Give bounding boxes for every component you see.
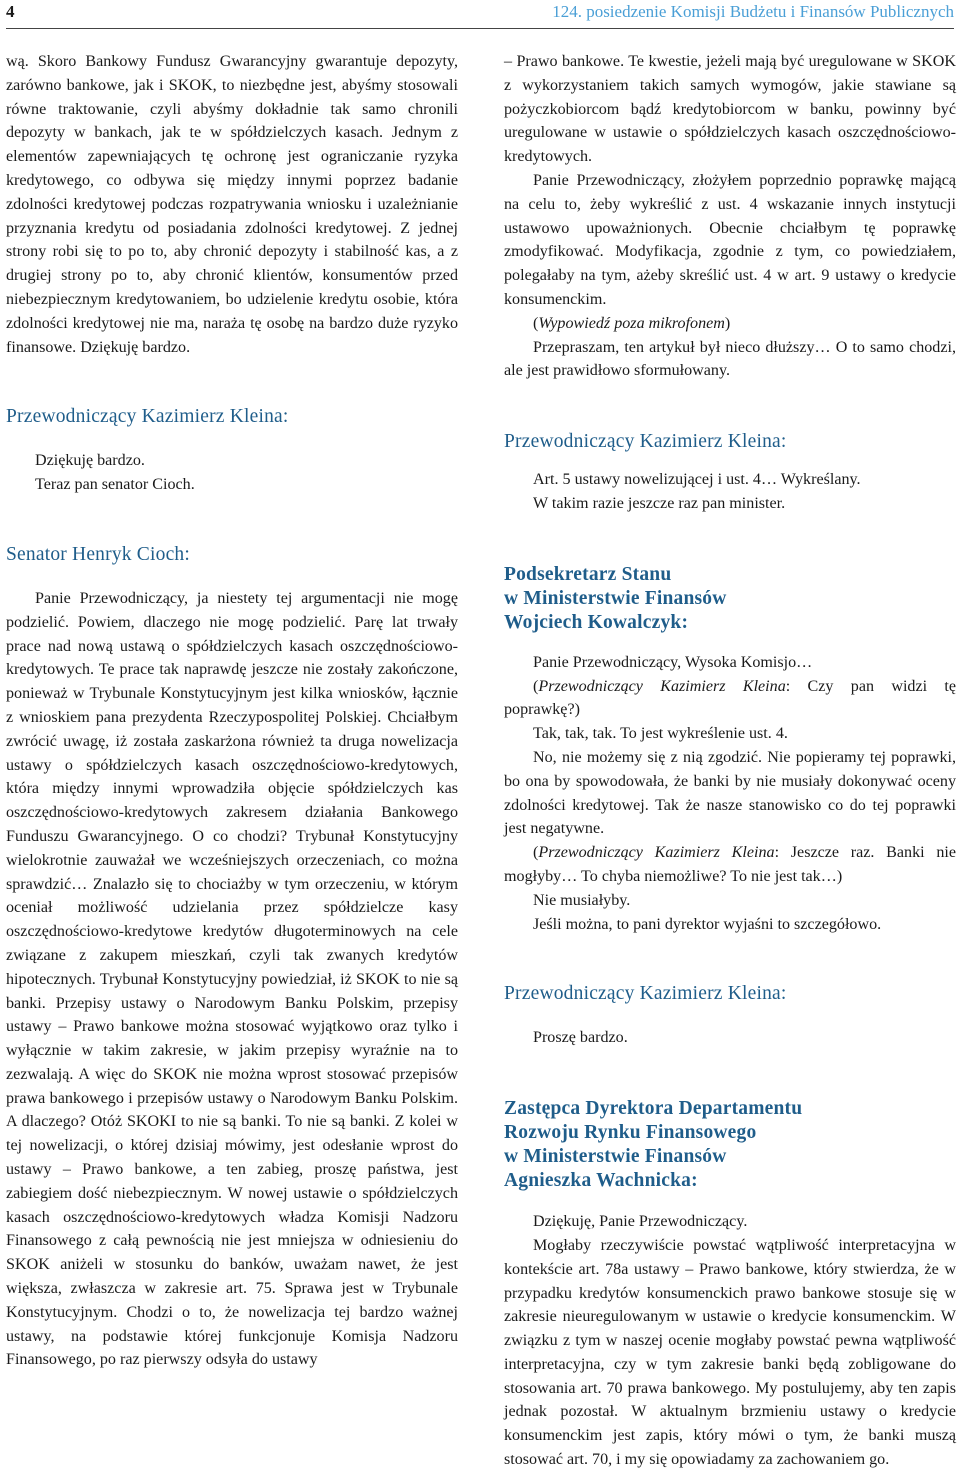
paragraph: Teraz pan senator Cioch. <box>35 476 195 494</box>
right-column <box>504 50 956 1472</box>
paragraph: Przepraszam, ten artykuł był nieco dłuższy… O to samo chodzi, ale jest prawidłowo sformułowany. <box>504 338 956 380</box>
paragraph: Panie Przewodniczący, ja niestety tej argumentacji nie mogę podzielić. Powiem, dlaczego nie mogę podzielić. Parę lat trwały prace nad nową ustawą o spółdzielczych kasach oszczędnościowo-kredytowych. Te prace tak naprawdę jeszcze nie zostały zakończone, ponieważ w Trybunale Konstytucyjnym jest kilka wniosków, łącznie z wnioskiem pana prezydenta Rzeczypospolitej Polskiej. Chciałbym zwrócić uwagę, iż została zaskarżona również ta druga nowelizacja ustawy o spółdzielczych kasach oszczędnościowo-kredytowych, która między innymi wprowadziła objęcie spółdzielczych kas oszczędnościowo-kredytowych zakresem działania Bankowego Funduszu Gwarancyjnego. O co chodzi? Trybunał Konstytucyjny wielokrotnie zauważał we wcześniejszych orzeczeniach, co można sprawdzić… Znalazło się to chociażby w tym orzeczeniu, w którym oceniał możliwość udzielania przez spółdzielcze kasy oszczędnościowo-kredytowe kredytów długoterminowych na cele związane z zakupem mieszkań, czyli tak zwanych kredytów hipotecznych. Trybunał Konstytucyjny powiedział, iż SKOK to nie są banki. Przepisy ustawy o Narodowym Banku Polskim, przepisy ustawy – Prawo bankowe można stosować wyjątkowo oraz tylko i wyłącznie w takim zakresie, w jakim przepisy wyraźnie na to zezwalają. A więc do SKOK nie można wprost stosować przepisów prawa bankowego i przepisów ustawy o Narodowym Banku Polskim. A dlaczego? Otóż SKOKI to nie są banki. To nie są banki. Z kolei w tej nowelizacji, o której dzisiaj mówimy, jest odesłanie wprost do ustawy – Prawo bankowe, a ten zabieg, proszę państwa, jest zabiegiem dość niebezpiecznym. W nowej ustawie o spółdzielczych kasach oszczędnościowo-kredytowych władza Komisji Nadzoru Finansowego z całą pewnością nie jest mniejsza w odniesieniu do SKOK aniżeli w stosunku do banków, uważam nawet, że jest większa, zwłaszcza w zakresie art. 75. Sprawa jest w Trybunale Konstytucyjnym. Chodzi o to, że nowelizacja tej bardzo ważnej ustawy, na podstawie której funkcjonuje Komisja Nadzoru Finansowego, po raz pierwszy odsyła do ustawy <box>6 589 458 1369</box>
stage-direction: (Przewodniczący Kazimierz Kleina: Jeszcze raz. Banki nie mogłyby… To chyba niemożliwe? To nie jest tak…) <box>504 844 956 885</box>
paragraph: Proszę bardzo. <box>533 1029 628 1047</box>
speaker-heading: Senator Henryk Cioch: <box>6 543 190 565</box>
paragraph: wą. Skoro Bankowy Fundusz Gwarancyjny gwarantuje depozyty, zarówno bankowe, jak i SKOK, to niezbędne jest, abyśmy stosowali równe traktowanie, czyli abyśmy dokładnie tak samo chronili depozyty w bankach, jak te w spółdzielczych kasach. Jednym z elementów zapewniających tę ochronę jest ograniczanie ryzyka kredytowego, co odbywa się między innymi poprzez badanie zdolności kredytowej podczas rozpatrywania wniosku i uzależnianie przyznania kredytu od posiadania zdolności kredytowej. Z jednej strony robi się to po to, aby chronić depozyty i stabilność kas, a z drugiej strony po to, aby chronić klientów, konsumentów przed niebezpiecznym kredytowaniem, bo udzielenie kredytu osobie, która zdolności kredytowej nie ma, naraża tę osobę na bardzo duże ryzyko finansowe. Dziękuję bardzo. <box>6 53 458 356</box>
paragraph: Mogłaby rzeczywiście powstać wątpliwość interpretacyjna w kontekście art. 78a ustawy – Prawo bankowe, który stwierdza, że w przypadku kredytów konsumenckich prawo bankowe stosuje się w zakresie nieuregulowanym w ustawie o kredycie konsumenckim. W związku z tym w naszej ocenie mogłaby powstać pewna wątpliwość interpretacyjna, czy w tym zakresie banki będą zobligowane do stosowania art. 70 prawa bankowego. My postulujemy, aby ten zapis jednak pozostał. W aktualnym brzmieniu ustawy o kredycie konsumenckim jest zapis, który mówi o tym, że banki muszą stosować art. 70, i my się opowiadamy za zachowaniem go. <box>504 1236 956 1469</box>
speaker-heading: Zastępca Dyrektora Departamentu Rozwoju Rynku Finansowego w Ministerstwie Finansów Agnieszka Wachnicka: <box>504 1098 803 1192</box>
page-number: 4 <box>6 2 15 21</box>
stage-direction: (Wypowiedź poza mikrofonem) <box>533 314 731 332</box>
page-header <box>6 0 954 29</box>
speaker-heading: Przewodniczący Kazimierz Kleina: <box>504 983 787 1005</box>
paragraph: Jeśli można, to pani dyrektor wyjaśni to szczegółowo. <box>533 915 882 933</box>
paragraph: Panie Przewodniczący, złożyłem poprzednio poprawkę mającą na celu to, żeby wykreślić z ust. 4 wskazanie innych instytucji ustawowo upoważnionych. Obecnie chciałbym tę poprawkę zmodyfikować. Modyfikacja, zgodnie z tym, co powiedziałem, polegałaby na tym, ażeby skreślić ust. 4 w art. 9 ustawy o kredycie konsumenckim. <box>504 171 956 308</box>
paragraph: Dziękuję bardzo. <box>35 452 145 470</box>
speaker-heading: Przewodniczący Kazimierz Kleina: <box>6 406 289 428</box>
paragraph: W takim razie jeszcze raz pan minister. <box>533 494 786 512</box>
speaker-heading: Przewodniczący Kazimierz Kleina: <box>504 431 787 453</box>
paragraph: No, nie możemy się z nią zgodzić. Nie popieramy tej poprawki, bo ona by spowodowała, że banki by nie musiały dokonywać oceny zdolności kredytowej. Tak że nasze stanowisko co do tej poprawki jest negatywne. <box>504 748 956 838</box>
stage-direction: (Przewodniczący Kazimierz Kleina: Czy pan widzi tę poprawkę?) <box>504 677 956 719</box>
left-column <box>6 50 458 1372</box>
running-title: 124. posiedzenie Komisji Budżetu i Finansów Publicznych <box>552 2 954 21</box>
paragraph: Dziękuję, Panie Przewodniczący. <box>533 1213 748 1231</box>
paragraph: Nie musiałyby. <box>533 891 631 909</box>
paragraph: Art. 5 ustawy nowelizującej i ust. 4… Wykreślany. <box>533 471 861 489</box>
paragraph: – Prawo bankowe. Te kwestie, jeżeli mają być uregulowane w SKOK z wykorzystaniem takich samych wymogów, jakie stawiane są pożyczkobiorcom bądź kredytobiorcom w banku, powinny być uregulowane w ustawie o spółdzielczych kasach oszczędnościowo-kredytowych. <box>504 53 956 166</box>
paragraph: Panie Przewodniczący, Wysoka Komisjo… <box>533 653 813 671</box>
speaker-heading: Podsekretarz Stanu w Ministerstwie Finansów Wojciech Kowalczyk: <box>504 563 727 633</box>
paragraph: Tak, tak, tak. To jest wykreślenie ust. 4. <box>533 725 788 743</box>
